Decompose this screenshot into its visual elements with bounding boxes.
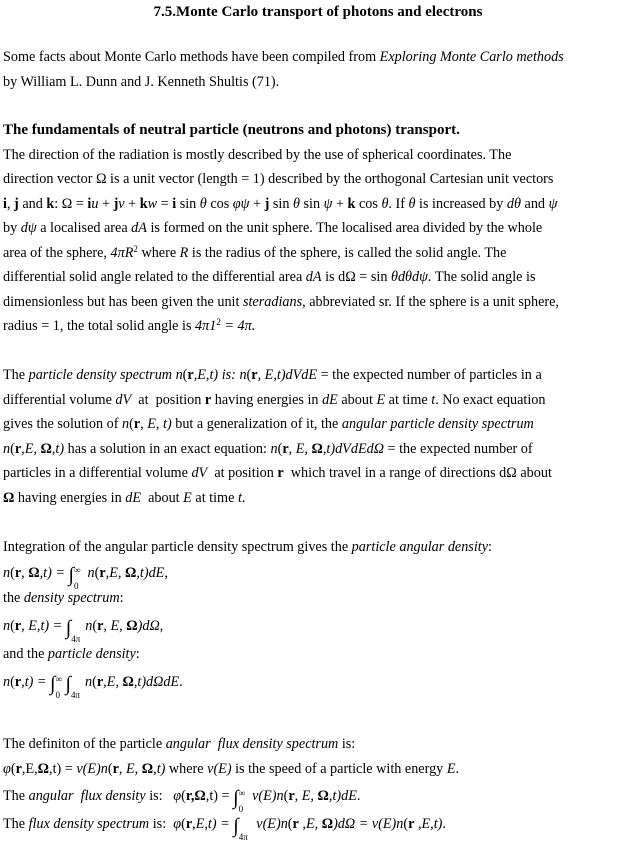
math: r: [251, 367, 258, 383]
math: i: [172, 196, 177, 212]
math: u: [91, 196, 99, 212]
math: j: [113, 196, 119, 212]
math: θdθdψ: [390, 269, 428, 285]
math: k: [347, 196, 356, 212]
math: n: [85, 674, 93, 690]
text: has a solution in an exact equation:: [64, 441, 271, 457]
term-steradians: steradians: [242, 294, 303, 310]
equation-density-spectrum: [3, 617, 164, 644]
math: ,: [21, 565, 29, 581]
math: n: [3, 618, 11, 634]
text: is:: [338, 736, 356, 752]
section-heading: The fundamentals of neutral particle (neutrons and photons) transport.: [3, 122, 460, 138]
math: Ω: [122, 674, 134, 690]
integral-sign: ∫: [233, 815, 239, 837]
math: dV: [191, 465, 208, 481]
integral-limits: [238, 820, 253, 842]
para1-line-4: [3, 219, 542, 237]
para1-line-1: The direction of the radiation is mostly described by the use of spherical coordinates. The: [3, 147, 512, 163]
math: .: [356, 788, 361, 804]
math: Ω: [311, 441, 323, 457]
math: n: [3, 441, 11, 457]
text: . If: [388, 196, 409, 212]
lower-limit: 4π: [71, 689, 81, 700]
text: particles in a differential volume: [3, 465, 192, 481]
para2-line-5: [3, 464, 552, 482]
lower-limit: 0: [238, 803, 244, 814]
math: (: [277, 441, 283, 457]
math: Ω: [141, 761, 154, 777]
math: E: [183, 490, 192, 506]
math: r: [97, 618, 104, 634]
math: v(E): [207, 761, 232, 777]
text: having energies in: [14, 490, 126, 506]
math: )dΩ: [137, 618, 160, 634]
para1-line-2: direction vector Ω is a unit vector (length = 1) described by the orthogonal Cartesian unit vectors: [3, 171, 554, 187]
math: (: [10, 618, 15, 634]
math: Ω: [37, 761, 50, 777]
integral-limits: [73, 564, 84, 591]
math: 4πR: [110, 245, 134, 261]
math: k: [139, 196, 148, 212]
text: The definiton of the particle: [3, 736, 166, 752]
text: at position: [207, 465, 278, 481]
math: r: [14, 565, 22, 581]
text: at position: [131, 392, 205, 408]
para1-line-8: [3, 317, 255, 335]
math: r: [15, 761, 22, 777]
text: is the speed of a particle with energy: [231, 761, 447, 777]
term: angular particle density spectrum: [341, 416, 534, 432]
math: ψ: [323, 196, 333, 212]
math: Ω: [194, 788, 206, 804]
equation-flux-density-spectrum: [3, 815, 446, 842]
math: r: [14, 441, 22, 457]
text: is the radius of the sphere, is called the solid angle. The: [188, 245, 507, 261]
text: Integration of the angular particle density spectrum gives the: [3, 539, 352, 555]
math: φψ: [232, 196, 250, 212]
para1-line-3: [3, 195, 557, 213]
text: .: [241, 490, 246, 506]
math: v(E)n: [76, 761, 108, 777]
para1-line-7: [3, 293, 559, 311]
math: (: [10, 761, 16, 777]
math: dθ: [506, 196, 521, 212]
integral-sign: ∫: [68, 564, 74, 586]
term: particle density: [47, 646, 136, 662]
math: ,t)dΩdE: [133, 674, 180, 690]
math: θ: [381, 196, 389, 212]
lower-limit: 0: [73, 580, 79, 591]
text: ,: [6, 196, 15, 212]
math: ,E,: [298, 816, 322, 832]
equation-particle-density: [3, 673, 183, 700]
text: by: [3, 220, 21, 236]
math: sin: [176, 196, 200, 212]
math: r: [408, 816, 415, 832]
math: (: [92, 674, 97, 690]
math: n: [85, 618, 93, 634]
math: v(E)n: [371, 816, 404, 832]
math: Ω: [28, 565, 40, 581]
math: n: [239, 367, 247, 383]
math: r: [185, 816, 193, 832]
math: , E,: [294, 788, 318, 804]
math-superscript: 2: [133, 244, 138, 254]
intro-text: Some facts about Monte Carlo methods have been compiled from: [3, 49, 380, 65]
upper-limit: ∞: [73, 564, 81, 575]
math: r: [187, 367, 194, 383]
text: is increased by: [415, 196, 507, 212]
math: +: [98, 196, 114, 212]
para2-line-3: [3, 415, 534, 433]
math: dA: [131, 220, 147, 236]
text: differential solid angle related to the differential area: [3, 269, 306, 285]
text: a localised area: [36, 220, 132, 236]
math: , E,t)dVdE: [257, 367, 318, 383]
math: j: [264, 196, 270, 212]
text: . The solid angle is: [427, 269, 536, 285]
lower-limit: 0: [55, 689, 61, 700]
math: , E,: [288, 441, 312, 457]
text: which travel in a range of directions dΩ about: [283, 465, 552, 481]
text: area of the sphere,: [3, 245, 111, 261]
math: r: [292, 816, 299, 832]
para1-line-6: [3, 268, 535, 286]
math: r: [204, 392, 212, 408]
text: the: [3, 590, 24, 606]
text: about: [141, 490, 184, 506]
text: differential volume: [3, 392, 116, 408]
math: ,t)dVdEdΩ: [322, 441, 384, 457]
term: flux density spectrum: [28, 816, 150, 832]
para1-line-5: [3, 244, 506, 262]
math: ,t)dE: [328, 788, 357, 804]
math: )dΩ =: [333, 816, 372, 832]
text: is:: [149, 816, 174, 832]
math: ,t): [153, 761, 166, 777]
para4-line-1: [3, 735, 355, 753]
text: and: [18, 196, 47, 212]
math: ,: [159, 618, 164, 634]
equation-angular-flux-density: [3, 787, 361, 814]
math: θ: [199, 196, 207, 212]
math: ,E,: [105, 565, 125, 581]
text: . No exact equation: [435, 392, 546, 408]
math: .: [179, 674, 183, 690]
text: is:: [145, 788, 174, 804]
math: 4π1: [195, 318, 217, 334]
math: , E, t): [140, 416, 172, 432]
text: = the expected number of: [383, 441, 533, 457]
math: , E,t) =: [21, 618, 66, 634]
math: (: [10, 674, 15, 690]
math: Ω: [124, 565, 137, 581]
math: ψ: [548, 196, 558, 212]
text: = the expected number of particles in a: [317, 367, 542, 383]
math: ,E,t) is:: [193, 367, 240, 383]
math: φ: [3, 761, 11, 777]
text: where: [137, 245, 180, 261]
math: ,: [164, 565, 168, 581]
integral-sign: ∫: [50, 673, 56, 695]
math: , E,: [103, 618, 127, 634]
math: w: [147, 196, 158, 212]
math: r: [99, 565, 106, 581]
math: Ω: [321, 816, 334, 832]
term: density spectrum: [23, 590, 120, 606]
math: r: [133, 416, 141, 432]
text: radius = 1, the total solid angle is: [3, 318, 196, 334]
math: r: [185, 788, 191, 804]
math: Ω: [126, 618, 138, 634]
math: ,E,: [21, 761, 38, 777]
math: t: [431, 392, 436, 408]
math: (: [403, 816, 409, 832]
math: n: [3, 565, 11, 581]
upper-limit: ∞: [238, 787, 245, 798]
math: v: [118, 196, 125, 212]
math: =: [157, 196, 173, 212]
integral-limits: [55, 673, 66, 700]
math: v(E)n: [248, 788, 284, 804]
para2-line-1: [3, 366, 542, 384]
math: sin: [269, 196, 293, 212]
text: and: [520, 196, 549, 212]
math: (: [181, 788, 186, 804]
math: dE: [125, 490, 141, 506]
upper-limit: ∞: [55, 673, 62, 684]
text: The: [3, 788, 29, 804]
text: having energies in: [211, 392, 323, 408]
math: dE: [322, 392, 338, 408]
text: , abbreviated sr. If the sphere is a unit sphere,: [302, 294, 559, 310]
math: r: [288, 788, 295, 804]
text: The: [3, 367, 29, 383]
text: but a generalization of it, the: [171, 416, 342, 432]
math: , E,: [118, 761, 142, 777]
text: at time: [385, 392, 432, 408]
math: E: [446, 761, 456, 777]
math: t: [237, 490, 242, 506]
term: particle angular density: [351, 539, 489, 555]
integral-limits: [238, 787, 249, 814]
math: (: [10, 441, 15, 457]
math: Ω: [40, 441, 52, 457]
integral-sign: ∫: [65, 617, 72, 639]
math: (: [246, 367, 252, 383]
math: = 4π.: [220, 318, 256, 334]
math: ,t): [51, 441, 65, 457]
math: cos: [355, 196, 382, 212]
math: sin: [299, 196, 324, 212]
math: (: [181, 816, 186, 832]
math: θ: [292, 196, 300, 212]
math: φ: [173, 788, 182, 804]
math: ,E,: [103, 674, 123, 690]
math: ,t)dE: [136, 565, 165, 581]
math: +: [332, 196, 348, 212]
math: r: [96, 674, 104, 690]
math: r: [112, 761, 119, 777]
term: angular flux density: [28, 788, 146, 804]
math: r: [14, 674, 22, 690]
para3-line-1: [3, 538, 492, 556]
math: ,t) =: [49, 761, 77, 777]
math: Ω: [3, 490, 15, 506]
math: n: [122, 416, 130, 432]
intro-line-2: by William L. Dunn and J. Kenneth Shultis (71).: [3, 74, 280, 90]
math: ,: [190, 788, 195, 804]
math: i: [87, 196, 92, 212]
text: The: [3, 816, 29, 832]
math: θ: [408, 196, 416, 212]
math-superscript: 2: [216, 317, 221, 327]
math: ,t) =: [39, 565, 69, 581]
unit-j: j: [14, 196, 19, 212]
math: R: [179, 245, 189, 261]
integral-limits: [71, 678, 85, 700]
math: v(E)n: [252, 816, 288, 832]
math: (: [94, 565, 100, 581]
math: (: [283, 788, 289, 804]
math: dV: [115, 392, 132, 408]
math: (: [10, 565, 15, 581]
math: dψ: [20, 220, 37, 236]
term: particle density spectrum: [28, 367, 173, 383]
math: r: [282, 441, 289, 457]
text: at time: [191, 490, 238, 506]
math: n: [270, 441, 278, 457]
math: (: [107, 761, 113, 777]
math: Ω: [317, 788, 329, 804]
para3-line-3: [3, 645, 140, 663]
intro-line-1: [3, 48, 564, 66]
unit-i: i: [3, 196, 7, 212]
math: E: [376, 392, 386, 408]
unit-k: k: [46, 196, 55, 212]
text: gives the solution of: [3, 416, 123, 432]
text: where: [165, 761, 208, 777]
math: (: [287, 816, 293, 832]
math: r: [277, 465, 284, 481]
text: :: [488, 539, 492, 555]
math: +: [249, 196, 265, 212]
text: about: [337, 392, 377, 408]
math: (: [129, 416, 134, 432]
text: dimensionless but has been given the unit: [3, 294, 243, 310]
text: and the: [3, 646, 48, 662]
math: (: [92, 618, 98, 634]
math: +: [124, 196, 140, 212]
book-title: Exploring Monte Carlo methods: [379, 49, 564, 65]
math: (: [182, 367, 188, 383]
integral-sign: ∫: [233, 787, 239, 809]
math: dA: [305, 269, 322, 285]
text: .: [455, 761, 460, 777]
math: ,t) =: [21, 674, 51, 690]
math: ,E,t): [414, 816, 443, 832]
text: : Ω =: [54, 196, 88, 212]
para3-line-2: [3, 589, 124, 607]
text: is formed on the unit sphere. The localised area divided by the whole: [146, 220, 543, 236]
term: angular flux density spectrum: [165, 736, 339, 752]
math: n: [83, 565, 95, 581]
para2-line-2: [3, 391, 546, 409]
lower-limit: 4π: [238, 831, 248, 842]
equation-angular-density: [3, 564, 168, 591]
math: n: [3, 674, 11, 690]
lower-limit: 4π: [71, 633, 81, 644]
integral-limits: [71, 622, 85, 644]
math: .: [442, 816, 446, 832]
para2-line-4: [3, 440, 533, 458]
math: r: [14, 618, 22, 634]
integral-sign: ∫: [65, 673, 71, 695]
math: is dΩ = sin: [321, 269, 391, 285]
para2-line-6: [3, 489, 245, 507]
math: ,t) =: [205, 788, 234, 804]
math: ,E,t) =: [192, 816, 234, 832]
text: :: [135, 646, 140, 662]
math: cos: [206, 196, 233, 212]
math: n: [172, 367, 183, 383]
math: ,E,: [21, 441, 41, 457]
text: :: [119, 590, 124, 606]
math: φ: [173, 816, 182, 832]
equation-angular-flux-spectrum: [3, 760, 459, 778]
section-title: 7.5.Monte Carlo transport of photons and electrons: [153, 4, 483, 20]
